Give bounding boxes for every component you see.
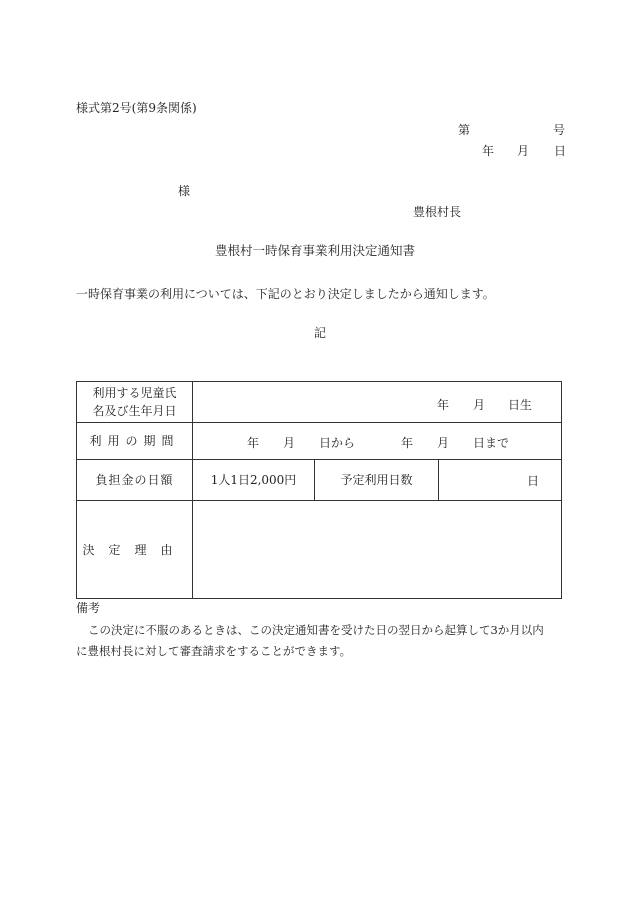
date-day: 日 [554, 144, 567, 158]
child-birth-year: 年 [437, 398, 450, 412]
child-label-line2: 名及び生年月日 [92, 404, 177, 418]
planned-days-label: 予定利用日数 [315, 460, 439, 501]
remarks-heading: 備考 [76, 601, 101, 615]
child-birth-month: 月 [473, 398, 486, 412]
remarks-line1: この決定に不服のあるときは、この決定通知書を受けた日の翌日から起算して3か月以内 [88, 623, 544, 637]
document-number-prefix: 第 [458, 123, 471, 137]
fee-amount: 1人1日2,000円 [193, 460, 315, 501]
date-year: 年 [482, 144, 495, 158]
child-label-cell [77, 382, 193, 423]
planned-days-value: 日 [439, 460, 562, 501]
document-number-suffix: 号 [553, 123, 566, 137]
reason-label: 決定理由 [77, 501, 193, 599]
table-row-period [77, 423, 562, 460]
body-text: 一時保育事業の利用については、下記のとおり決定しましたから通知します。 [76, 287, 495, 301]
reason-value-cell [193, 501, 562, 599]
period-start-month: 月 [283, 436, 296, 450]
period-value-cell [193, 423, 562, 460]
table-row-fee [77, 460, 562, 501]
decision-table [76, 381, 562, 599]
period-end-year: 年 [401, 436, 414, 450]
period-end-day: 日まで [473, 436, 510, 450]
table-row-child [77, 382, 562, 423]
period-start-year: 年 [247, 436, 260, 450]
form-number: 様式第2号(第9条関係) [76, 101, 197, 115]
child-label-line1: 利用する児童氏 [92, 386, 177, 400]
period-start-day: 日から [319, 436, 356, 450]
addressee-suffix: 様 [178, 184, 191, 198]
child-value-cell [193, 382, 562, 423]
table-row-reason [77, 501, 562, 599]
document-title: 豊根村一時保育事業利用決定通知書 [214, 243, 415, 258]
period-end-month: 月 [437, 436, 450, 450]
issuer-name: 豊根村長 [413, 205, 462, 219]
date-month: 月 [517, 144, 530, 158]
period-label: 利用の期間 [77, 423, 193, 460]
fee-label: 負担金の日額 [77, 460, 193, 501]
ki-heading: 記 [313, 326, 326, 340]
remarks-line2: に豊根村長に対して審査請求をすることができます。 [76, 644, 352, 658]
child-birth-day: 日生 [508, 398, 533, 412]
